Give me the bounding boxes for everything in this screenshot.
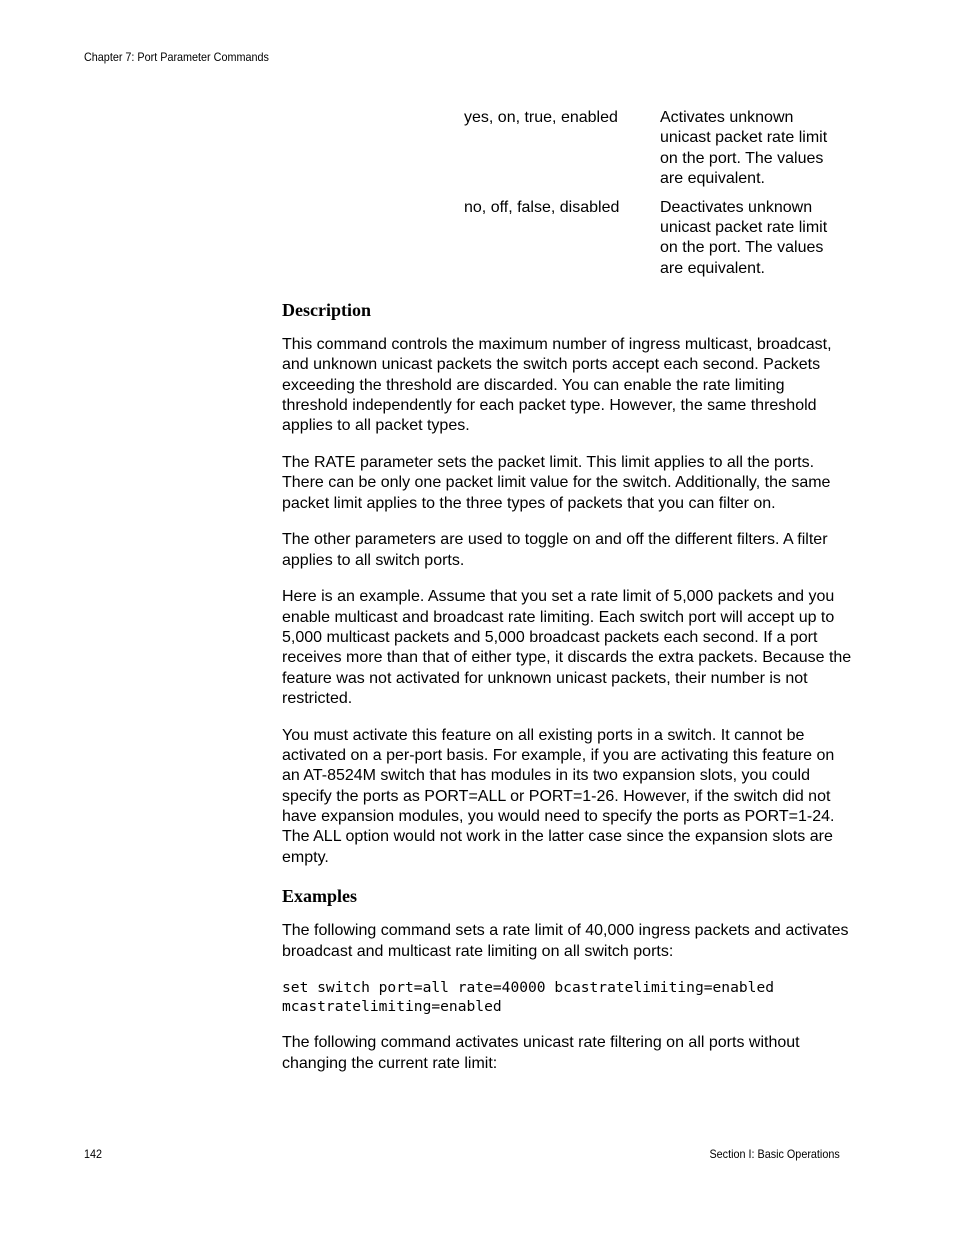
parameter-value-cell: no, off, false, disabled xyxy=(464,198,620,216)
page-number: 142 xyxy=(84,1147,103,1161)
table-row-disabled xyxy=(464,198,856,280)
description-paragraph: The RATE parameter sets the packet limit. This limit applies to all the ports. There can be only one packet limit value for the switch. Additionally, the same packet limit applies to the three types of packets that you can filter on. xyxy=(282,453,831,512)
example-command xyxy=(282,978,852,1016)
example-intro: The following command sets a rate limit of 40,000 ingress packets and activates broadcast and multicast rate limiting on all switch ports: xyxy=(282,922,849,960)
running-header: Chapter 7: Port Parameter Commands xyxy=(84,50,269,64)
examples-heading: Examples xyxy=(282,886,358,907)
parameter-value-table xyxy=(464,108,856,287)
section-footer: Section I: Basic Operations xyxy=(709,1147,840,1161)
example-intro: The following command activates unicast rate filtering on all ports without changing the current rate limit: xyxy=(282,1034,800,1072)
description-paragraph: The other parameters are used to toggle on and off the different filters. A filter applies to all switch ports. xyxy=(282,531,828,569)
parameter-value-cell: yes, on, true, enabled xyxy=(464,109,618,126)
code-line: mcastratelimiting=enabled xyxy=(282,998,502,1016)
description-heading: Description xyxy=(282,300,371,320)
description-paragraph: Here is an example. Assume that you set a rate limit of 5,000 packets and you enable multicast and broadcast rate limiting. Each switch port will accept up to 5,000 multicast packets and 5,000 broadcast packets each second. If a port receives more than that of either type, it discards the extra packets. Because the feature was not activated for unknown unicast packets, their number is not restricted. xyxy=(282,588,852,707)
parameter-description-cell: Activates unknown unicast packet rate limit on the port. The values are equivalent. xyxy=(660,109,828,188)
parameter-description-cell: Deactivates unknown unicast packet rate limit on the port. The values are equivalent. xyxy=(660,198,828,277)
table-row-enabled xyxy=(464,108,856,190)
description-paragraph: This command controls the maximum number of ingress multicast, broadcast, and unknown unicast packets the switch ports accept each second. Packets exceeding the threshold are discarded. You can enable the rate limiting threshold independently for each packet type. However, the same threshold applies to all packet types. xyxy=(282,336,832,435)
main-content xyxy=(282,298,852,1091)
code-line: set switch port=all rate=40000 bcastratelimiting=enabled xyxy=(282,979,775,997)
description-paragraph: You must activate this feature on all existing ports in a switch. It cannot be activated on a per-port basis. For example, if you are activating this feature on an AT-8524M switch that has modules in its two expansion slots, you could specify the ports as PORT=ALL or PORT=1-26. However, if the switch did not have expansion modules, you would need to specify the ports as PORT=1-24. The ALL option would not work in the latter case since the expansion slots are empty. xyxy=(282,726,835,866)
